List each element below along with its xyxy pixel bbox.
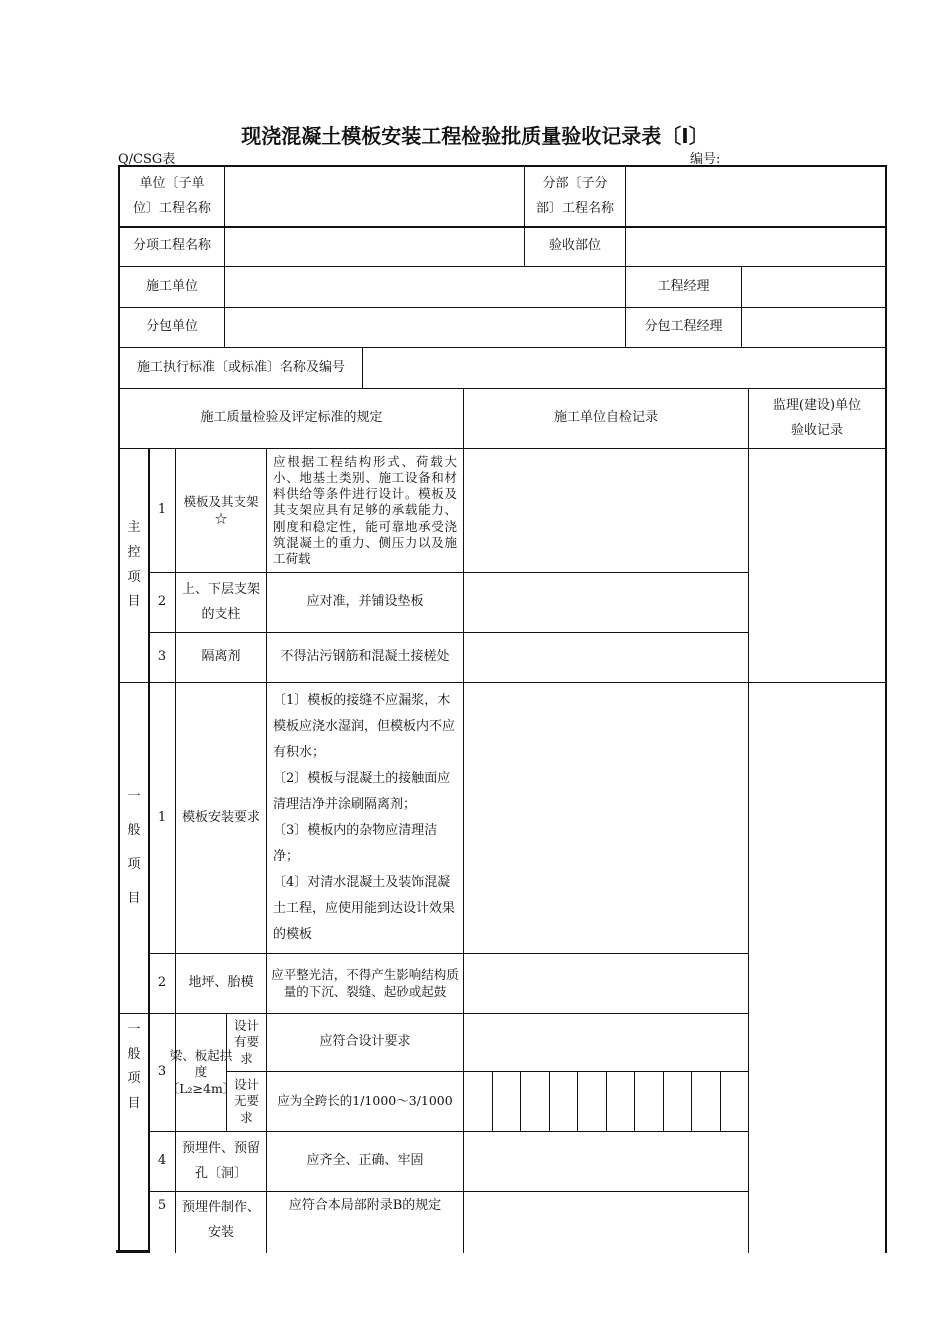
section-char: 般 — [127, 1046, 141, 1062]
self-check-entry[interactable] — [464, 1014, 748, 1071]
item-number: 1 — [157, 502, 167, 518]
section-char: 目 — [127, 1096, 141, 1112]
acceptance-part-label: 验收部位 — [548, 238, 601, 254]
item-number: 2 — [157, 975, 167, 991]
item-spec: 应为全跨长的1/1000～3/1000 — [277, 1093, 453, 1109]
item-name: 梁、板起拱度〔L₂≥4m〕 — [166, 1048, 236, 1096]
tally-divider — [720, 1071, 721, 1131]
subitem-label: 分项工程名称 — [132, 238, 211, 254]
contractor-value[interactable] — [225, 267, 625, 307]
item-spec — [267, 683, 463, 953]
tally-divider — [691, 1071, 692, 1131]
sub-condition-label: 设计有要求 — [233, 1018, 259, 1066]
unit-project-label-line2: 位〕工程名称 — [132, 200, 211, 216]
item-spec: 应符合设计要求 — [319, 1034, 411, 1050]
tally-divider — [549, 1071, 550, 1131]
tally-divider — [634, 1071, 635, 1131]
section-char: 项 — [127, 1071, 141, 1087]
item-spec: 不得沾污钢筋和混凝土接槎处 — [280, 649, 450, 665]
tally-divider — [606, 1071, 607, 1131]
item-spec: 应根据工程结构形式、荷载大小、地基土类别、施工设备和材料供给等条件进行设计。模板及其支架应具有足够的承载能力、刚度和稳定性，能可靠地承受浇筑混凝土的重力、侧压力以及施工荷载 — [273, 453, 457, 567]
unit-project-label — [120, 167, 224, 226]
item-spec: 应平整光洁，不得产生影响结构质量的下沉、裂缝、起砂或起鼓 — [271, 967, 459, 999]
subcontractor-value[interactable] — [225, 308, 625, 347]
section-char: 目 — [127, 890, 141, 906]
item-name: 上、下层支架的支柱 — [181, 581, 260, 622]
supervision-entry[interactable] — [749, 449, 885, 682]
section-char: 项 — [127, 857, 141, 872]
section-char: 一 — [127, 789, 141, 805]
self-check-entry[interactable] — [464, 683, 748, 953]
acceptance-part-value[interactable] — [626, 227, 885, 266]
division-label-line2: 部〕工程名称 — [535, 200, 614, 216]
sub-manager-value[interactable] — [742, 308, 885, 347]
supervision-heading-line1: 监理(建设)单位 — [772, 397, 862, 413]
form-code: Q/CSG表 — [118, 152, 176, 167]
item-name: 隔离剂 — [201, 649, 241, 665]
division-value[interactable] — [626, 167, 885, 226]
section-char: 目 — [127, 594, 141, 610]
item-number: 2 — [157, 594, 167, 610]
bottom-edge — [116, 1250, 150, 1253]
spec-line: 〔3〕模板内的杂物应清理洁净； — [273, 823, 438, 864]
section-char: 般 — [127, 823, 141, 839]
item-name: 地坪、胎模 — [188, 975, 254, 991]
division-label-line1: 分部〔子分 — [542, 175, 608, 191]
item-number: 3 — [157, 1064, 167, 1080]
supervision-heading — [749, 389, 885, 448]
sub-condition-label: 设计无要求 — [233, 1077, 259, 1125]
item-number: 1 — [157, 809, 167, 825]
tally-divider — [520, 1071, 521, 1131]
standard-value[interactable] — [363, 348, 885, 388]
self-check-heading: 施工单位自检记录 — [553, 410, 658, 426]
item-number: 4 — [157, 1153, 167, 1169]
project-manager-value[interactable] — [742, 267, 885, 307]
tally-divider — [663, 1071, 664, 1131]
self-check-entry[interactable] — [464, 573, 748, 632]
item-name: 模板及其支架☆ — [183, 494, 259, 526]
tally-divider — [492, 1071, 493, 1131]
subcontractor-label: 分包单位 — [145, 319, 198, 335]
division-label — [525, 167, 625, 226]
subitem-value[interactable] — [225, 227, 524, 266]
item-number: 5 — [157, 1197, 167, 1213]
item-spec: 应对准，并铺设垫板 — [306, 594, 424, 610]
self-check-entry[interactable] — [464, 449, 748, 572]
section-char: 一 — [127, 1022, 141, 1037]
spec-line: 〔1〕模板的接缝不应漏浆，木模板应浇水湿润，但模板内不应有积水； — [273, 693, 456, 760]
supervision-entry[interactable] — [749, 683, 885, 1250]
supervision-heading-line2: 验收记录 — [790, 422, 843, 438]
form-title: 现浇混凝土模板安装工程检验批质量验收记录表〔Ⅰ〕 — [241, 124, 709, 148]
contractor-label: 施工单位 — [145, 278, 198, 294]
project-manager-label: 工程经理 — [657, 278, 710, 294]
general-section-label-continued — [120, 1014, 148, 1144]
item-name: 模板安装要求 — [181, 809, 260, 825]
section-char: 主 — [127, 520, 141, 536]
self-check-entry[interactable] — [464, 954, 748, 1013]
serial-number-label: 编号: — [690, 152, 721, 167]
standard-label: 施工执行标准〔或标准〕名称及编号 — [136, 359, 345, 375]
criteria-heading: 施工质量检验及评定标准的规定 — [200, 410, 383, 426]
spec-line: 〔4〕对清水混凝土及装饰混凝土工程，应使用能到达设计效果的模板 — [273, 875, 456, 942]
main-control-section-label — [120, 449, 148, 682]
unit-project-label-line1: 单位〔子单 — [139, 175, 205, 191]
section-char: 控 — [127, 544, 141, 560]
self-check-entry[interactable] — [464, 633, 748, 682]
unit-project-value[interactable] — [225, 167, 524, 226]
spec-line: 〔2〕模板与混凝土的接触面应清理洁净并涂刷隔离剂； — [273, 771, 451, 812]
tally-divider — [577, 1071, 578, 1131]
sub-manager-label: 分包工程经理 — [644, 319, 723, 335]
item-name: 预埋件、预留孔〔洞〕 — [181, 1140, 260, 1181]
item-name: 预埋件制作、安装 — [181, 1200, 260, 1240]
self-check-entry[interactable] — [464, 1132, 748, 1191]
general-section-label — [120, 683, 148, 1013]
item-spec: 应符合本局部附录B的规定 — [288, 1197, 442, 1213]
self-check-entry[interactable] — [464, 1192, 748, 1250]
item-spec: 应齐全、正确、牢固 — [306, 1153, 424, 1169]
section-char: 项 — [127, 569, 141, 585]
item-number: 3 — [157, 649, 167, 665]
